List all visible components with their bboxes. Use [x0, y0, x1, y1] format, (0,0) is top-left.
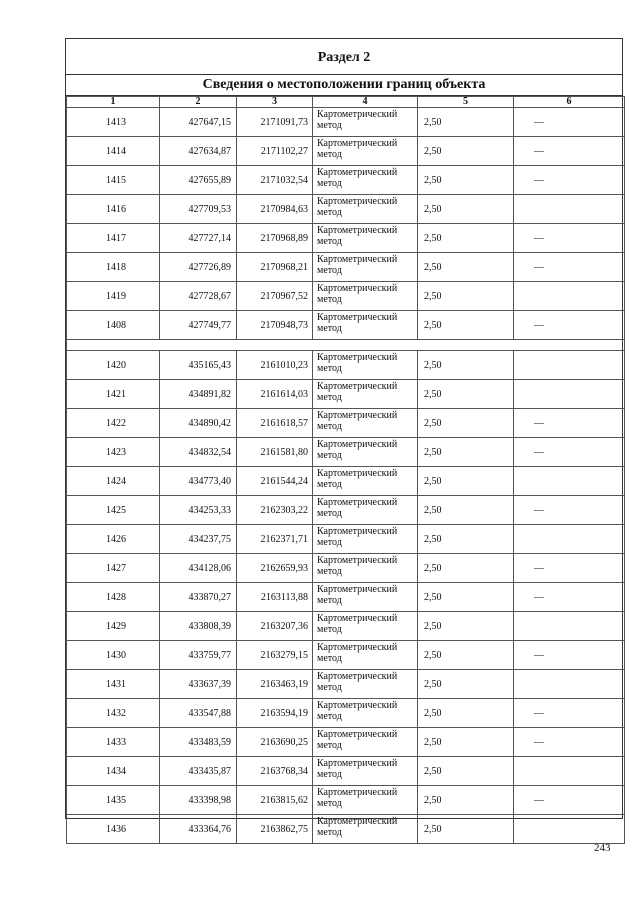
section-title: Раздел 2	[66, 39, 622, 75]
page-number: 243	[594, 842, 611, 854]
cell-method	[313, 438, 418, 467]
method-line-2: метод	[317, 265, 342, 276]
table-title: Сведения о местоположении границ объекта	[66, 75, 622, 96]
cell-method	[313, 554, 418, 583]
cell-accuracy: 2,50	[418, 670, 514, 699]
table-row	[67, 351, 625, 380]
cell-note: —	[514, 496, 625, 525]
method-line-1: Картометрический	[317, 312, 398, 323]
method-line-2: метод	[317, 566, 342, 577]
method-line-1: Картометрический	[317, 729, 398, 740]
cell-note: —	[514, 728, 625, 757]
method-line-2: метод	[317, 120, 342, 131]
cell-point-number: 1425	[67, 496, 160, 525]
cell-note	[514, 351, 625, 380]
method-line-2: метод	[317, 682, 342, 693]
cell-accuracy: 2,50	[418, 108, 514, 137]
cell-note	[514, 195, 625, 224]
document-frame	[65, 38, 623, 838]
method-line-1: Картометрический	[317, 225, 398, 236]
cell-y-coordinate: 2162303,22	[237, 496, 313, 525]
column-header-1: 1	[67, 97, 160, 108]
cell-note	[514, 670, 625, 699]
cell-method	[313, 728, 418, 757]
cell-accuracy: 2,50	[418, 728, 514, 757]
cell-y-coordinate: 2163207,36	[237, 612, 313, 641]
cell-method	[313, 525, 418, 554]
cell-y-coordinate: 2170968,21	[237, 253, 313, 282]
cell-method	[313, 195, 418, 224]
cell-x-coordinate: 433870,27	[160, 583, 237, 612]
method-line-1: Картометрический	[317, 671, 398, 682]
cell-y-coordinate: 2170948,73	[237, 311, 313, 340]
method-line-1: Картометрический	[317, 613, 398, 624]
cell-method	[313, 253, 418, 282]
method-line-2: метод	[317, 207, 342, 218]
table-row	[67, 282, 625, 311]
cell-accuracy: 2,50	[418, 380, 514, 409]
table-row	[67, 728, 625, 757]
cell-method	[313, 380, 418, 409]
cell-note: —	[514, 108, 625, 137]
cell-point-number: 1426	[67, 525, 160, 554]
cell-x-coordinate: 433547,88	[160, 699, 237, 728]
cell-y-coordinate: 2163690,25	[237, 728, 313, 757]
table-body	[67, 108, 625, 844]
cell-accuracy: 2,50	[418, 311, 514, 340]
method-line-1: Картометрический	[317, 352, 398, 363]
cell-note: —	[514, 641, 625, 670]
cell-y-coordinate: 2161614,03	[237, 380, 313, 409]
cell-method	[313, 757, 418, 786]
method-line-2: метод	[317, 363, 342, 374]
cell-accuracy: 2,50	[418, 554, 514, 583]
cell-point-number: 1414	[67, 137, 160, 166]
cell-accuracy: 2,50	[418, 786, 514, 815]
cell-method	[313, 108, 418, 137]
cell-y-coordinate: 2170968,89	[237, 224, 313, 253]
cell-y-coordinate: 2161010,23	[237, 351, 313, 380]
method-line-1: Картометрический	[317, 816, 398, 827]
table-row	[67, 583, 625, 612]
method-line-2: метод	[317, 323, 342, 334]
cell-x-coordinate: 427647,15	[160, 108, 237, 137]
cell-accuracy: 2,50	[418, 438, 514, 467]
cell-y-coordinate: 2162659,93	[237, 554, 313, 583]
cell-point-number: 1413	[67, 108, 160, 137]
method-line-2: метод	[317, 537, 342, 548]
method-line-2: метод	[317, 711, 342, 722]
table-row	[67, 467, 625, 496]
cell-x-coordinate: 427709,53	[160, 195, 237, 224]
table-row	[67, 380, 625, 409]
method-line-1: Картометрический	[317, 196, 398, 207]
cell-accuracy: 2,50	[418, 641, 514, 670]
cell-x-coordinate: 433808,39	[160, 612, 237, 641]
cell-note	[514, 815, 625, 844]
method-line-2: метод	[317, 178, 342, 189]
cell-x-coordinate: 427655,89	[160, 166, 237, 195]
cell-point-number: 1430	[67, 641, 160, 670]
table-row	[67, 525, 625, 554]
cell-point-number: 1415	[67, 166, 160, 195]
method-line-2: метод	[317, 479, 342, 490]
cell-y-coordinate: 2161544,24	[237, 467, 313, 496]
method-line-1: Картометрический	[317, 758, 398, 769]
cell-point-number: 1432	[67, 699, 160, 728]
cell-y-coordinate: 2171091,73	[237, 108, 313, 137]
table-row	[67, 699, 625, 728]
method-line-1: Картометрический	[317, 254, 398, 265]
method-line-2: метод	[317, 769, 342, 780]
cell-x-coordinate: 434832,54	[160, 438, 237, 467]
cell-method	[313, 699, 418, 728]
method-line-2: метод	[317, 392, 342, 403]
method-line-1: Картометрический	[317, 700, 398, 711]
cell-y-coordinate: 2163113,88	[237, 583, 313, 612]
cell-accuracy: 2,50	[418, 224, 514, 253]
table-row	[67, 641, 625, 670]
cell-accuracy: 2,50	[418, 166, 514, 195]
cell-note: —	[514, 137, 625, 166]
cell-point-number: 1423	[67, 438, 160, 467]
cell-y-coordinate: 2161618,57	[237, 409, 313, 438]
cell-method	[313, 137, 418, 166]
group-separator-row	[67, 340, 625, 351]
cell-note	[514, 282, 625, 311]
table-row	[67, 757, 625, 786]
cell-point-number: 1427	[67, 554, 160, 583]
table-row	[67, 815, 625, 844]
boundary-coordinates-table	[66, 96, 625, 844]
method-line-1: Картометрический	[317, 138, 398, 149]
method-line-1: Картометрический	[317, 439, 398, 450]
column-header-6: 6	[514, 97, 625, 108]
cell-note: —	[514, 438, 625, 467]
method-line-1: Картометрический	[317, 584, 398, 595]
cell-x-coordinate: 434891,82	[160, 380, 237, 409]
cell-y-coordinate: 2163594,19	[237, 699, 313, 728]
table-row	[67, 670, 625, 699]
cell-y-coordinate: 2163463,19	[237, 670, 313, 699]
table-row	[67, 612, 625, 641]
cell-point-number: 1419	[67, 282, 160, 311]
cell-accuracy: 2,50	[418, 137, 514, 166]
cell-note	[514, 612, 625, 641]
cell-y-coordinate: 2161581,80	[237, 438, 313, 467]
cell-point-number: 1417	[67, 224, 160, 253]
cell-method	[313, 311, 418, 340]
table-row	[67, 496, 625, 525]
table-row	[67, 253, 625, 282]
cell-point-number: 1434	[67, 757, 160, 786]
method-line-1: Картометрический	[317, 787, 398, 798]
cell-note: —	[514, 224, 625, 253]
method-line-1: Картометрический	[317, 468, 398, 479]
cell-accuracy: 2,50	[418, 409, 514, 438]
cell-note: —	[514, 786, 625, 815]
cell-method	[313, 166, 418, 195]
cell-accuracy: 2,50	[418, 757, 514, 786]
cell-point-number: 1436	[67, 815, 160, 844]
cell-method	[313, 612, 418, 641]
cell-accuracy: 2,50	[418, 467, 514, 496]
cell-method	[313, 351, 418, 380]
cell-note: —	[514, 699, 625, 728]
cell-accuracy: 2,50	[418, 351, 514, 380]
cell-x-coordinate: 427749,77	[160, 311, 237, 340]
method-line-1: Картометрический	[317, 642, 398, 653]
method-line-1: Картометрический	[317, 555, 398, 566]
method-line-1: Картометрический	[317, 109, 398, 120]
cell-accuracy: 2,50	[418, 525, 514, 554]
cell-point-number: 1422	[67, 409, 160, 438]
cell-x-coordinate: 427727,14	[160, 224, 237, 253]
cell-x-coordinate: 433637,39	[160, 670, 237, 699]
cell-y-coordinate: 2163815,62	[237, 786, 313, 815]
cell-point-number: 1424	[67, 467, 160, 496]
table-row	[67, 137, 625, 166]
table-row	[67, 311, 625, 340]
cell-accuracy: 2,50	[418, 699, 514, 728]
cell-y-coordinate: 2171032,54	[237, 166, 313, 195]
cell-method	[313, 282, 418, 311]
method-line-1: Картометрический	[317, 381, 398, 392]
cell-note: —	[514, 166, 625, 195]
cell-x-coordinate: 434253,33	[160, 496, 237, 525]
cell-point-number: 1428	[67, 583, 160, 612]
cell-x-coordinate: 434237,75	[160, 525, 237, 554]
cell-y-coordinate: 2162371,71	[237, 525, 313, 554]
cell-accuracy: 2,50	[418, 612, 514, 641]
cell-x-coordinate: 433364,76	[160, 815, 237, 844]
cell-x-coordinate: 433483,59	[160, 728, 237, 757]
cell-note: —	[514, 409, 625, 438]
table-row	[67, 224, 625, 253]
method-line-2: метод	[317, 421, 342, 432]
cell-method	[313, 496, 418, 525]
cell-accuracy: 2,50	[418, 253, 514, 282]
method-line-2: метод	[317, 595, 342, 606]
cell-point-number: 1418	[67, 253, 160, 282]
cell-y-coordinate: 2163768,34	[237, 757, 313, 786]
cell-method	[313, 224, 418, 253]
cell-point-number: 1421	[67, 380, 160, 409]
cell-point-number: 1408	[67, 311, 160, 340]
method-line-2: метод	[317, 450, 342, 461]
cell-point-number: 1435	[67, 786, 160, 815]
cell-point-number: 1420	[67, 351, 160, 380]
method-line-1: Картометрический	[317, 497, 398, 508]
cell-x-coordinate: 435165,43	[160, 351, 237, 380]
cell-note	[514, 525, 625, 554]
cell-x-coordinate: 434890,42	[160, 409, 237, 438]
cell-accuracy: 2,50	[418, 815, 514, 844]
cell-note	[514, 380, 625, 409]
method-line-1: Картометрический	[317, 167, 398, 178]
cell-accuracy: 2,50	[418, 195, 514, 224]
table-row	[67, 786, 625, 815]
cell-point-number: 1433	[67, 728, 160, 757]
cell-method	[313, 583, 418, 612]
group-separator-cell	[67, 340, 625, 351]
table-row	[67, 195, 625, 224]
cell-accuracy: 2,50	[418, 282, 514, 311]
table-row	[67, 554, 625, 583]
column-header-3: 3	[237, 97, 313, 108]
cell-y-coordinate: 2170984,63	[237, 195, 313, 224]
cell-accuracy: 2,50	[418, 583, 514, 612]
cell-method	[313, 815, 418, 844]
cell-note: —	[514, 583, 625, 612]
cell-y-coordinate: 2163279,15	[237, 641, 313, 670]
cell-point-number: 1429	[67, 612, 160, 641]
cell-note	[514, 467, 625, 496]
cell-x-coordinate: 427634,87	[160, 137, 237, 166]
cell-note: —	[514, 311, 625, 340]
method-line-2: метод	[317, 294, 342, 305]
column-header-4: 4	[313, 97, 418, 108]
cell-x-coordinate: 434128,06	[160, 554, 237, 583]
table-row	[67, 409, 625, 438]
cell-accuracy: 2,50	[418, 496, 514, 525]
cell-note	[514, 757, 625, 786]
cell-note: —	[514, 253, 625, 282]
cell-x-coordinate: 433759,77	[160, 641, 237, 670]
cell-y-coordinate: 2163862,75	[237, 815, 313, 844]
cell-method	[313, 786, 418, 815]
cell-point-number: 1416	[67, 195, 160, 224]
method-line-1: Картометрический	[317, 410, 398, 421]
cell-x-coordinate: 433398,98	[160, 786, 237, 815]
method-line-2: метод	[317, 236, 342, 247]
cell-x-coordinate: 427728,67	[160, 282, 237, 311]
method-line-1: Картометрический	[317, 526, 398, 537]
table-row	[67, 166, 625, 195]
cell-method	[313, 670, 418, 699]
column-header-2: 2	[160, 97, 237, 108]
method-line-2: метод	[317, 653, 342, 664]
cell-point-number: 1431	[67, 670, 160, 699]
method-line-2: метод	[317, 827, 342, 838]
table-header-row	[67, 97, 625, 108]
table-row	[67, 438, 625, 467]
method-line-2: метод	[317, 740, 342, 751]
cell-y-coordinate: 2171102,27	[237, 137, 313, 166]
cell-x-coordinate: 434773,40	[160, 467, 237, 496]
method-line-2: метод	[317, 508, 342, 519]
method-line-2: метод	[317, 798, 342, 809]
cell-x-coordinate: 433435,87	[160, 757, 237, 786]
method-line-2: метод	[317, 149, 342, 160]
cell-method	[313, 641, 418, 670]
cell-y-coordinate: 2170967,52	[237, 282, 313, 311]
method-line-1: Картометрический	[317, 283, 398, 294]
cell-x-coordinate: 427726,89	[160, 253, 237, 282]
cell-note: —	[514, 554, 625, 583]
method-line-2: метод	[317, 624, 342, 635]
cell-method	[313, 409, 418, 438]
table-row	[67, 108, 625, 137]
column-header-5: 5	[418, 97, 514, 108]
cell-method	[313, 467, 418, 496]
